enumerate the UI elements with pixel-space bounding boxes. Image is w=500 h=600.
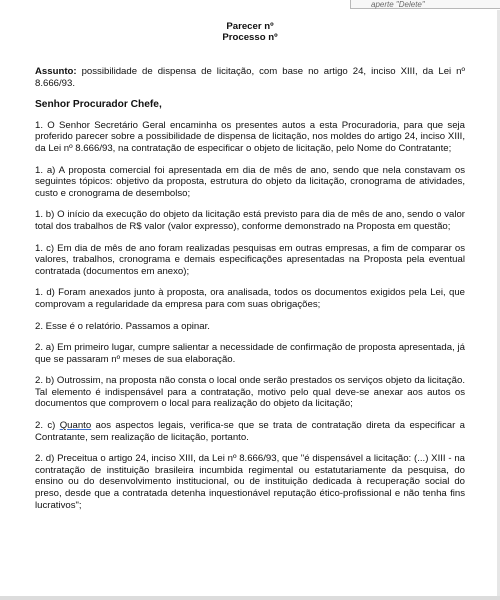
subject-text: possibilidade de dispensa de licitação, com base no artigo 24, inciso XIII, da Lei nº 8.666/93. — [35, 66, 465, 89]
paragraph-2c — [35, 420, 465, 443]
paragraph-1b: 1. b) O início da execução do objeto da licitação está previsto para dia de mês de ano, sendo o valor total dos trabalhos de R$ valor (valor expresso), conforme demonstrado na Proposta em questão; — [35, 209, 465, 232]
paragraph-2c-rest: aos aspectos legais, verifica-se que se trata de contratação direta da especificar a Contratante, sem realização de licitação, portanto. — [35, 420, 465, 443]
paragraph-2a: 2. a) Em primeiro lugar, cumpre salientar a necessidade de confirmação de proposta apresentada, já que se passaram nº meses de sua elaboração. — [35, 342, 465, 365]
paragraph-1: 1. O Senhor Secretário Geral encaminha os presentes autos a esta Procuradoria, para que seja proferido parecer sobre a possibilidade de dispensa de licitação, nos moldes do artigo 24, inciso XIII, da Lei nº 8.666/93, na contratação de especificar o objeto de licitação, pelo Nome do Contratante; — [35, 119, 465, 154]
paragraph-2b: 2. b) Outrossim, na proposta não consta o local onde serão prestados os serviços objeto da licitação. Tal elemento é indispensável para a contratação, motivo pelo qual deve-se anexar aos autos os documentos que comprovem o local para realização do objeto da licitação; — [35, 375, 465, 410]
greeting: Senhor Procurador Chefe, — [35, 99, 162, 111]
document-body — [35, 66, 465, 521]
paragraph-1a: 1. a) A proposta comercial foi apresentada em dia de mês de ano, sendo que nela constavam os seguintes tópicos: objetivo da proposta, estrutura do objeto da licitação, cronograma de atividades, custo e cronograma de desembolso; — [35, 164, 465, 199]
bottom-edge — [0, 596, 500, 600]
subject-paragraph — [35, 66, 465, 89]
subject-label: Assunto: — [35, 66, 77, 77]
document-subtitle: Processo nº — [222, 32, 278, 43]
paragraph-2c-underlined-word: Quanto — [59, 420, 92, 432]
paragraph-1c: 1. c) Em dia de mês de ano foram realizadas pesquisas em outras empresas, a fim de comparar os valores, trabalhos, cronograma e demais especificações apresentadas na Proposta pela eventual contratada (documentos em anexo); — [35, 242, 465, 277]
paragraph-2c-prefix: 2. c) — [35, 420, 60, 432]
document-title: Parecer nº — [226, 21, 274, 32]
paragraph-1d: 1. d) Foram anexados junto à proposta, ora analisada, todos os documentos exigidos pela Lei, que comprovam a regularidade da empresa para com suas obrigações; — [35, 287, 465, 310]
paragraph-2d: 2. d) Preceitua o artigo 24, inciso XIII, da Lei nº 8.666/93, que "é dispensável a licitação: (...) XIII - na contratação de instituição brasileira incumbida regimental ou estatutariamente da pesquisa, do ensino ou do desenvolvimento institucional, ou de instituição dedicada à recuperação social do preso, desde que a contratada detenha inquestionável reputação ético-profissional e não tenha fins lucrativos"; — [35, 453, 465, 511]
delete-hint-tooltip: aperte "Delete" — [350, 0, 500, 9]
paragraph-2: 2. Esse é o relatório. Passamos a opinar. — [35, 320, 210, 332]
